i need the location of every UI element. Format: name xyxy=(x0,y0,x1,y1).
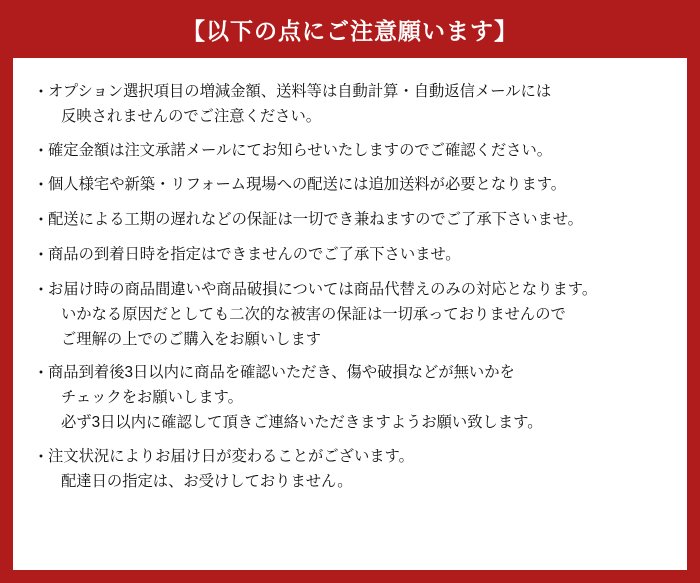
list-item xyxy=(33,208,667,234)
bullet-icon: ・ xyxy=(33,282,50,300)
list-item-line: 注文状況によりお届け日が変わることがございます。 xyxy=(48,447,414,465)
list-item-line: いかなる原因だとしても二次的な被害の保証は一切承っておりませんので xyxy=(61,305,566,323)
bullet-icon: ・ xyxy=(33,84,50,101)
list-item-line: 必ず3日以内に確認して頂きご連絡いただきますようお願い致します。 xyxy=(61,413,543,431)
list-item-line: 確定金額は注文承諾メールにてお知らせいたしますのでご確認ください。 xyxy=(48,141,553,159)
list-item-line: 個人様宅や新築・リフォーム現場への配送には追加送料が必要となります。 xyxy=(48,176,567,194)
list-item-line: 反映されませんのでご注意ください。 xyxy=(61,107,322,125)
bullet-icon: ・ xyxy=(33,142,50,160)
list-item xyxy=(33,173,667,199)
list-item-line: オプション選択項目の増減金額、送料等は自動計算・自動返信メールには xyxy=(48,83,552,100)
list-item-lines xyxy=(48,139,667,164)
notice-body xyxy=(13,58,687,570)
list-item-line: ご理解の上でのご購入をお願いします xyxy=(61,330,322,348)
list-item-line: 商品の到着日時を指定はできませんのでご了承下さいませ。 xyxy=(48,246,461,264)
list-item-line: お届け時の商品間違いや商品破損については商品代替えのみの対応となります。 xyxy=(48,281,598,299)
list-item-lines xyxy=(48,80,667,130)
list-item-line: 配送による工期の遅れなどの保証は一切でき兼ねますのでご了承下さいませ。 xyxy=(48,211,583,229)
bullet-icon: ・ xyxy=(33,177,50,195)
list-item xyxy=(33,445,667,495)
bullet-icon: ・ xyxy=(33,212,50,230)
list-item-lines xyxy=(48,445,667,495)
list-item-line: 商品到着後3日以内に商品を確認いただき、傷や破損などが無いかを xyxy=(48,364,515,382)
list-item-lines xyxy=(48,208,667,233)
list-item xyxy=(33,361,667,435)
list-item xyxy=(33,278,667,352)
list-item-lines xyxy=(48,173,667,198)
list-item xyxy=(33,243,667,269)
bullet-icon: ・ xyxy=(33,365,50,383)
list-item xyxy=(33,139,667,165)
bullet-icon: ・ xyxy=(33,247,50,265)
list-item-line: チェックをお願いします。 xyxy=(61,389,243,407)
list-item-lines xyxy=(48,278,667,352)
list-item-lines xyxy=(48,361,667,435)
bullet-icon: ・ xyxy=(33,448,50,466)
notice-title: 【以下の点にご注意願います】 xyxy=(182,17,518,44)
list-item-lines xyxy=(48,243,667,268)
list-item xyxy=(33,80,667,130)
list-item-line: 配達日の指定は、お受けしておりません。 xyxy=(61,472,353,490)
